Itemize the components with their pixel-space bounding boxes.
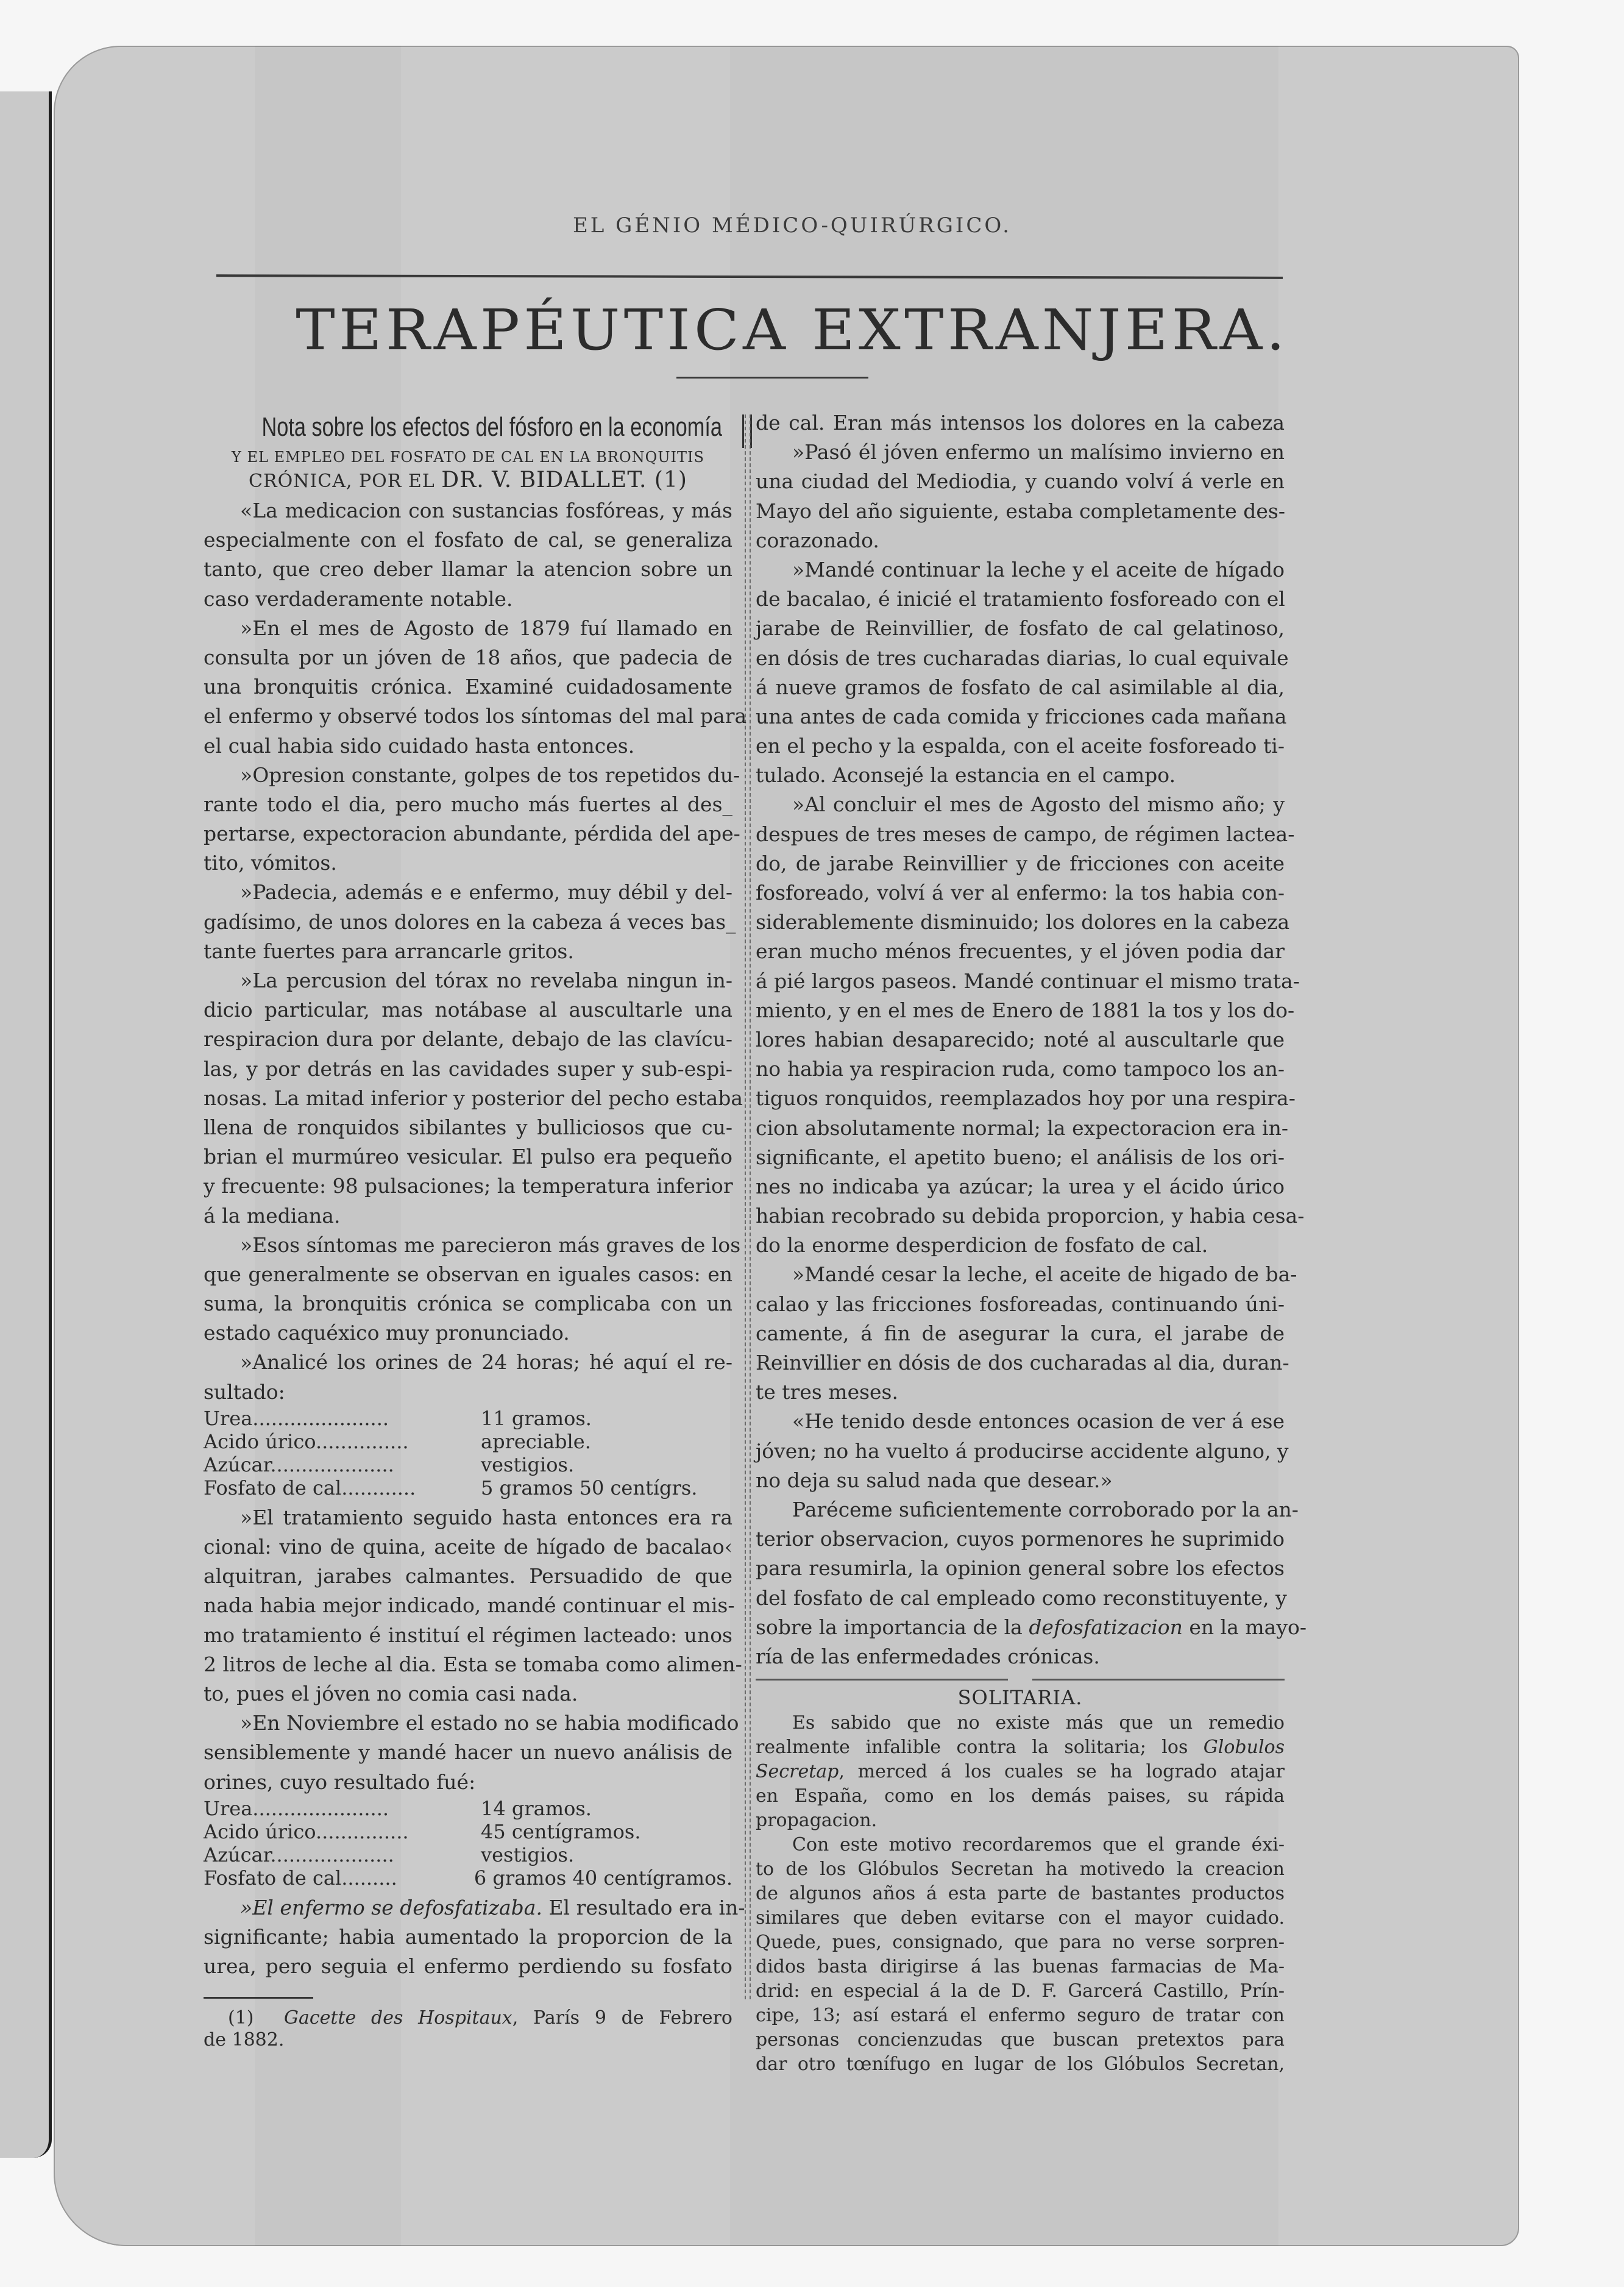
text-line: personas concienzudas que buscan pretextos para xyxy=(756,2029,1285,2051)
text-line: »Mandé continuar la leche y el aceite de hígado xyxy=(792,557,1285,582)
paragraph-block xyxy=(204,496,747,1407)
table-value: 6 gramos 40 centígramos. xyxy=(473,1866,732,1890)
table-label: Fosfato de cal............ xyxy=(204,1476,416,1499)
text-line: Quede, pues, consignado, que para no verse sorpren- xyxy=(756,1932,1285,1954)
text-line: á la mediana. xyxy=(204,1203,341,1228)
table-value: 5 gramos 50 centígrs. xyxy=(481,1476,698,1499)
text-line: á nueve gramos de fosfato de cal asimilable al dia, xyxy=(756,675,1285,699)
text-line: »Opresion constante, golpes de tos repetidos du- xyxy=(240,763,740,787)
running-head: EL GÉNIO MÉDICO-QUIRÚRGICO. xyxy=(572,213,1012,238)
text-line: miento, y en el mes de Enero de 1881 la tos y los do- xyxy=(756,998,1295,1022)
text-line: respiracion dura por delante, debajo de las clavícu- xyxy=(204,1027,732,1051)
text-line: sensiblemente y mandé hacer un nuevo análisis de xyxy=(204,1740,732,1765)
text-line: de bacalao, é inicié el tratamiento fosforeado con el xyxy=(756,587,1285,611)
text-line: »Analicé los orines de 24 horas; hé aquí el re- xyxy=(240,1350,732,1375)
italic-word: Secretap xyxy=(756,1761,839,1783)
text-line: habian recobrado su debida proporcion, y habia cesa- xyxy=(756,1204,1305,1228)
text-line: del fosfato de cal empleado como reconstituyente, y xyxy=(756,1585,1287,1610)
text-line: siderablemente disminuido; los dolores en la cabeza xyxy=(756,910,1290,934)
text-line: didos basta dirigirse á las buenas farmacias de Ma- xyxy=(756,1956,1285,1978)
table-row xyxy=(204,1407,732,1430)
text-span: , merced á los cuales se ha logrado atajar xyxy=(839,1761,1285,1783)
text-line: gadísimo, de unos dolores en la cabeza á veces bas_ xyxy=(204,909,736,934)
text-line: dicio particular, mas notábase al auscultarle una xyxy=(204,998,732,1022)
footnote-text: , París 9 de Febrero xyxy=(512,2007,732,2029)
paragraph-block xyxy=(204,1503,742,1797)
text-line: similares que deben evitarse con el mayor cuidado. xyxy=(756,1907,1285,1929)
text-line: brian el murmúreo vesicular. El pulso era pequeño xyxy=(204,1145,732,1169)
text-line: jarabe de Reinvillier, de fosfato de cal gelatinoso, xyxy=(756,616,1285,641)
text-span: en la mayo- xyxy=(1182,1615,1307,1639)
text-line: lores habian desaparecido; noté al auscultarle que xyxy=(756,1027,1285,1051)
text-line: fosforeado, volví á ver al enfermo: la tos habia con- xyxy=(756,881,1285,905)
text-line: »Mandé cesar la leche, el aceite de higado de ba- xyxy=(792,1262,1297,1287)
table-value: apreciable. xyxy=(481,1429,591,1453)
table-row xyxy=(204,1866,732,1890)
title-rule xyxy=(676,377,868,379)
text-line: nada habia mejor indicado, mandé continuar el mis- xyxy=(204,1593,735,1618)
text-line: una ciudad del Mediodia, y cuando volví á verle en xyxy=(756,469,1285,494)
text-line: Paréceme suficientemente corroborado por la an- xyxy=(792,1497,1299,1521)
text-line: calao y las fricciones fosforeadas, continuando úni- xyxy=(756,1292,1285,1316)
text-line: ría de las enfermedades crónicas. xyxy=(756,1644,1100,1668)
text-line: »Pasó él jóven enfermo un malísimo invierno en xyxy=(792,440,1285,464)
article-byline-line1: Y EL EMPLEO DEL FOSFATO DE CAL EN LA BRONQUITIS xyxy=(232,449,704,466)
italic-word: Globulos xyxy=(1203,1737,1285,1759)
text-line: Mayo del año siguiente, estaba completamente des- xyxy=(756,499,1285,523)
footnote-source: Gacette des Hospitaux xyxy=(284,2007,512,2029)
text-line: suma, la bronquitis crónica se complicaba con un xyxy=(204,1292,732,1316)
text-line: estado caquéxico muy pronunciado. xyxy=(204,1321,570,1345)
section-title: TERAPÉUTICA EXTRANJERA. xyxy=(296,297,1289,363)
text-line: tulado. Aconsejé la estancia en el campo. xyxy=(756,763,1176,788)
text-line: llena de ronquidos sibilantes y bulliciosos que cu- xyxy=(204,1115,732,1139)
text-line: tiguos ronquidos, reemplazados hoy por una respira- xyxy=(756,1086,1296,1111)
table-value: vestigios. xyxy=(481,1453,575,1476)
table-row xyxy=(204,1476,732,1499)
text-line xyxy=(756,1735,1285,1760)
text-line: alquitran, jarabes calmantes. Persuadido de que xyxy=(204,1564,732,1588)
text-line: tanto, que creo deber llamar la atencion sobre un xyxy=(204,557,732,582)
text-line: en España, como en los demás paises, su rápida xyxy=(756,1785,1285,1807)
text-line: mo tratamiento é instituí el régimen lacteado: unos xyxy=(204,1623,732,1647)
table-row xyxy=(204,1453,732,1476)
text-line xyxy=(204,1893,745,1922)
table-label: Urea...................... xyxy=(204,1406,389,1430)
text-line: nes no indicaba ya azúcar; la urea y el ácido úrico xyxy=(756,1174,1285,1198)
text-line: despues de tres meses de campo, de régimen lactea- xyxy=(756,822,1295,846)
footnote-marker: (1) xyxy=(228,2007,254,2029)
table-row xyxy=(204,1797,732,1820)
text-line: tante fuertes para arrancarle gritos. xyxy=(204,939,574,963)
table-row xyxy=(204,1820,732,1843)
text-line: pertarse, expectoracion abundante, pérdida del ape- xyxy=(204,822,740,846)
table-value: 45 centígramos. xyxy=(481,1819,641,1843)
table-label: Azúcar.................... xyxy=(204,1453,394,1476)
text-line: las, y por detrás en las cavidades super y sub-espi- xyxy=(204,1056,732,1081)
left-column xyxy=(204,408,747,2051)
text-line: jóven; no ha vuelto á producirse accidente alguno, y xyxy=(756,1439,1289,1463)
text-line: do la enorme desperdicion de fosfato de cal. xyxy=(756,1233,1208,1257)
text-line: dar otro tœnífugo en lugar de los Glóbulos Secretan, xyxy=(756,2054,1285,2075)
table-value: 11 gramos. xyxy=(481,1406,592,1430)
text-line: propagacion. xyxy=(756,1810,878,1832)
paragraph-block xyxy=(756,1784,1285,2077)
text-line xyxy=(756,1760,1285,1784)
text-line: to de los Glóbulos Secretan ha motivedo la creacion xyxy=(756,1858,1285,1880)
table-row xyxy=(204,1430,732,1453)
text-line: de cal. Eran más intensos los dolores en la cabeza xyxy=(756,411,1285,435)
text-line: el enfermo y observé todos los síntomas del mal para xyxy=(204,704,747,728)
table-label: Acido úrico............... xyxy=(204,1429,409,1453)
text-line: una antes de cada comida y fricciones cada mañana xyxy=(756,704,1287,728)
text-line: »La percusion del tórax no revelaba ningun in- xyxy=(240,969,732,992)
italic-word: defosfatizacion xyxy=(1029,1615,1183,1639)
text-line: significante; habia aumentado la proporcion de la xyxy=(204,1924,732,1949)
text-line: una bronquitis crónica. Examiné cuidadosamente xyxy=(204,675,732,699)
text-line: para resumirla, la opinion general sobre los efectos xyxy=(756,1556,1285,1581)
text-line: drid: en especial á la de D. F. Garcerá Castillo, Prín- xyxy=(756,1980,1285,2002)
text-line: especialmente con el fosfato de cal, se generaliza xyxy=(204,528,732,552)
table-label: Fosfato de cal......... xyxy=(204,1866,397,1890)
text-line: no deja su salud nada que desear.» xyxy=(756,1468,1113,1492)
table-row xyxy=(204,1843,732,1866)
paragraph-block xyxy=(204,1922,732,1981)
text-line: terior observacion, cuyos pormenores he suprimido xyxy=(756,1527,1285,1551)
text-line: urea, pero seguia el enfermo perdiendo su fosfato xyxy=(204,1954,732,1979)
text-line: cional: vino de quina, aceite de hígado de bacalao‹ xyxy=(204,1535,732,1559)
text-line: «He tenido desde entonces ocasion de ver á ese xyxy=(792,1409,1285,1434)
text-line: Con este motivo recordaremos que el grande éxi- xyxy=(792,1834,1285,1856)
previous-page-edge xyxy=(0,91,52,2158)
text-line: significante, el apetito bueno; el análisis de los ori- xyxy=(756,1145,1285,1169)
text-line: »Padecia, además e e enfermo, muy débil y del- xyxy=(240,880,732,905)
text-line: rante todo el dia, pero mucho más fuertes al des_ xyxy=(204,792,732,816)
text-line: »En Noviembre el estado no se habia modificado xyxy=(240,1711,739,1735)
column-separator xyxy=(745,414,751,1999)
text-line: no habia ya respiracion ruda, como tampoco los an- xyxy=(756,1057,1285,1081)
text-line: que generalmente se observan en iguales casos: en xyxy=(204,1262,732,1286)
text-line: á pié largos paseos. Mandé continuar el mismo trata- xyxy=(756,969,1300,993)
footnote-line xyxy=(204,2007,732,2029)
text-line: »Esos síntomas me parecieron más graves de los xyxy=(240,1232,741,1257)
byline-author: DR. V. BIDALLET. (1) xyxy=(441,468,687,493)
text-line: en dósis de tres cucharadas diarias, lo cual equivale xyxy=(756,646,1289,670)
italic-phrase: »El enfermo se defosfatizaba. xyxy=(240,1895,542,1919)
solitaria-title: SOLITARIA. xyxy=(957,1686,1083,1710)
text-line: cipe, 13; así estará el enfermo seguro de tratar con xyxy=(756,2005,1285,2027)
text-span: sobre la importancia de la xyxy=(756,1615,1029,1639)
footnote-rule xyxy=(204,1997,313,1999)
text-line: Reinvillier en dósis de dos cucharadas al dia, duran- xyxy=(756,1351,1289,1375)
text-line: consulta por un jóven de 18 años, que padecia de xyxy=(204,645,732,669)
text-line: camente, á fin de asegurar la cura, el jarabe de xyxy=(756,1321,1285,1345)
article-byline-line2 xyxy=(204,468,732,493)
text-line: en el pecho y la espalda, con el aceite fosforeado ti- xyxy=(756,734,1285,758)
right-column xyxy=(756,408,1307,2077)
text-line: nosas. La mitad inferior y posterior del pecho estaba xyxy=(204,1086,743,1110)
text-line: to, pues el jóven no comia casi nada. xyxy=(204,1681,578,1705)
text-line: de algunos años á esta parte de bastantes productos xyxy=(756,1883,1285,1905)
text-line: «La medicacion con sustancias fosfóreas, y más xyxy=(240,499,732,522)
text-line: cion absolutamente normal; la expectoracion era in- xyxy=(756,1115,1289,1140)
article-heading: Nota sobre los efectos del fósforo en la economía xyxy=(261,412,722,442)
text-line xyxy=(756,1613,1307,1642)
text-line: te tres meses. xyxy=(756,1380,898,1404)
text-line: caso verdaderamente notable. xyxy=(204,586,513,611)
table-label: Acido úrico............... xyxy=(204,1819,409,1843)
table-value: vestigios. xyxy=(481,1843,575,1866)
byline-prefix: CRÓNICA, POR EL xyxy=(249,471,442,492)
text-line: tito, vómitos. xyxy=(204,851,337,875)
section-divider xyxy=(756,1679,1285,1681)
table-label: Urea...................... xyxy=(204,1796,389,1820)
table-value: 14 gramos. xyxy=(481,1796,592,1820)
paragraph-block xyxy=(756,408,1305,1613)
text-span: El resultado era in- xyxy=(542,1895,745,1919)
table-label: Azúcar.................... xyxy=(204,1843,394,1866)
urine-analysis-table-1 xyxy=(204,1407,732,1499)
text-span: realmente infalible contra la solitaria; los xyxy=(756,1737,1204,1759)
text-line: eran mucho ménos frecuentes, y el jóven podia dar xyxy=(756,939,1285,964)
urine-analysis-table-2 xyxy=(204,1797,732,1890)
text-line: el cual habia sido cuidado hasta entonces. xyxy=(204,733,635,758)
text-line: »En el mes de Agosto de 1879 fuí llamado en xyxy=(240,616,732,640)
text-line: do, de jarabe Reinvillier y de fricciones con aceite xyxy=(756,851,1285,875)
text-line: Es sabido que no existe más que un remedio xyxy=(792,1712,1285,1734)
text-line: sultado: xyxy=(204,1379,285,1404)
text-line: »Al concluir el mes de Agosto del mismo año; y xyxy=(792,792,1285,817)
text-line: orines, cuyo resultado fué: xyxy=(204,1769,476,1794)
footnote-line: de 1882. xyxy=(204,2029,285,2051)
text-line: corazonado. xyxy=(756,528,879,552)
text-line: y frecuente: 98 pulsaciones; la temperatura inferior xyxy=(204,1174,733,1198)
text-line: »El tratamiento seguido hasta entonces era ra xyxy=(240,1505,732,1529)
text-line: 2 litros de leche al dia. Esta se tomaba como alimen- xyxy=(204,1652,742,1676)
